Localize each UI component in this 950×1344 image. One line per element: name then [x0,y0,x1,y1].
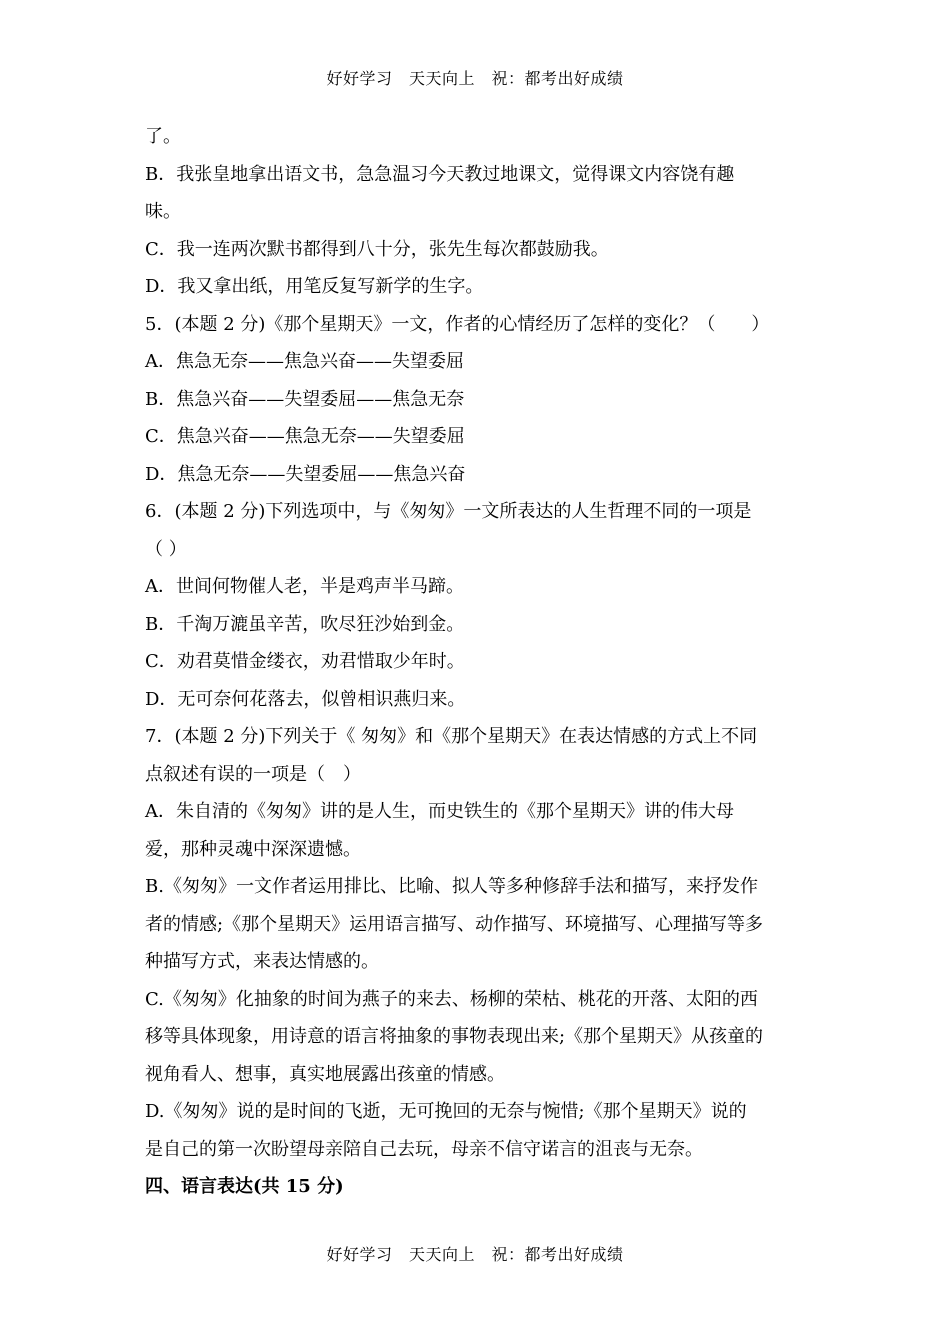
question-5: 5．(本题 2 分)《那个星期天》一文，作者的心情经历了怎样的变化？（ ） [145,313,770,335]
option-a-q7: A．朱自清的《匆匆》讲的是人生，而史铁生的《那个星期天》讲的伟大母 [145,801,734,822]
question-6: 6．(本题 2 分)下列选项中，与《匆匆》一文所表达的人生哲理不同的一项是 [145,501,752,522]
text-line: 了。 [145,126,181,147]
option-d-q6: D．无可奈何花落去，似曾相识燕归来。 [145,688,466,710]
page-footer: 好好学习 天天向上 祝：都考出好成绩 [326,1245,624,1264]
option-b-q7: B.《匆匆》一文作者运用排比、比喻、拟人等多种修辞手法和描写，来抒发作 [145,876,758,897]
question-7: 7．(本题 2 分)下列关于《 匆匆》和《那个星期天》在表达情感的方式上不同 [145,726,758,747]
option-c-q7-cont: 视角看人、想事，真实地展露出孩童的情感。 [145,1063,505,1085]
page-header: 好好学习 天天向上 祝：都考出好成绩 [326,69,624,88]
option-c-q4: C．我一连两次默书都得到八十分，张先生每次都鼓励我。 [145,238,609,260]
document-body [145,118,815,1206]
option-c-q5: C．焦急兴奋——焦急无奈——失望委屈 [145,426,465,447]
option-b-q4: B．我张皇地拿出语文书，急急温习今天教过地课文，觉得课文内容饶有趣 [145,163,735,185]
option-c-q6: C．劝君莫惜金缕衣，劝君惜取少年时。 [145,651,465,672]
option-d-q7: D.《匆匆》说的是时间的飞逝，无可挽回的无奈与惋惜;《那个星期天》说的 [145,1101,747,1122]
option-d-q7-cont: 是自己的第一次盼望母亲陪自己去玩，母亲不信守诺言的沮丧与无奈。 [145,1138,703,1160]
option-b-q7-cont: 种描写方式，来表达情感的。 [145,951,379,972]
question-6-blank: （ ） [145,538,187,560]
option-a-q6: A．世间何物催人老，半是鸡声半马蹄。 [145,576,464,597]
text-line: 味。 [145,201,181,222]
option-c-q7-cont: 移等具体现象，用诗意的语言将抽象的事物表现出来;《那个星期天》从孩童的 [145,1026,764,1047]
option-d-q4: D．我又拿出纸，用笔反复写新学的生字。 [145,276,484,297]
option-a-q7-cont: 爱，那种灵魂中深深遗憾。 [145,838,361,860]
question-7-cont: 点叙述有误的一项是（ ） [145,763,361,785]
option-a-q5: A．焦急无奈——焦急兴奋——失望委屈 [145,351,464,372]
option-b-q5: B．焦急兴奋——失望委屈——焦急无奈 [145,388,465,410]
option-d-q5: D．焦急无奈——失望委屈——焦急兴奋 [145,463,466,485]
option-c-q7: C.《匆匆》化抽象的时间为燕子的来去、杨柳的荣枯、桃花的开落、太阳的西 [145,988,758,1010]
option-b-q6: B．千淘万漉虽辛苦，吹尽狂沙始到金。 [145,613,465,635]
option-b-q7-cont: 者的情感;《那个星期天》运用语言描写、动作描写、环境描写、心理描写等多 [145,913,764,935]
section-title: 四、语言表达(共 15 分) [145,1176,344,1197]
